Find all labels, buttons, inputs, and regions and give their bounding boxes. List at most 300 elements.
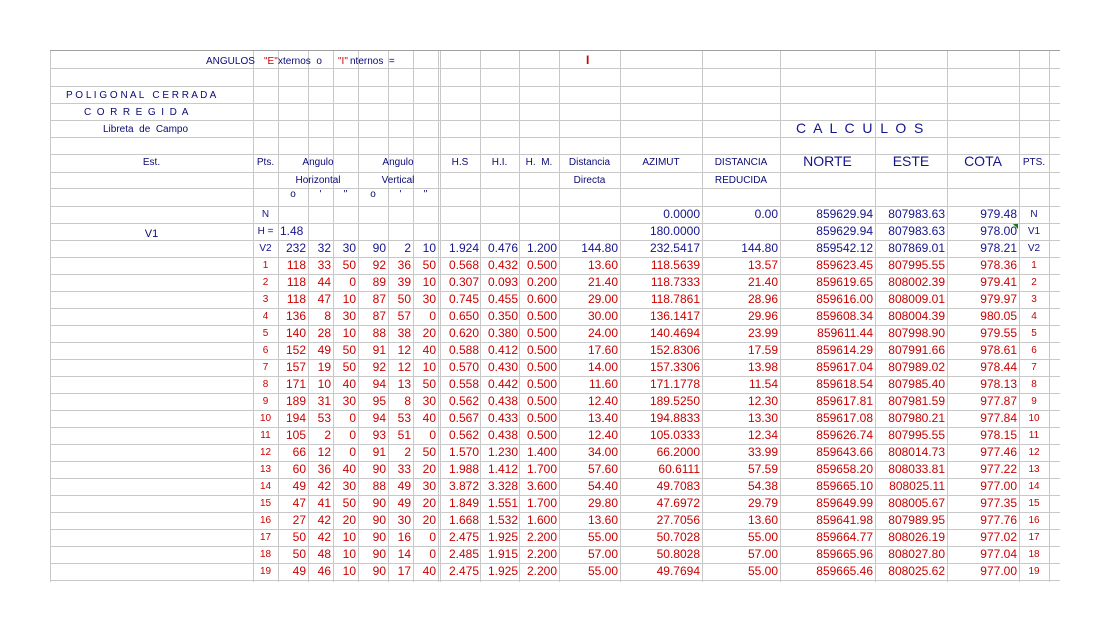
cell-hm[interactable]: 47 [317,292,331,306]
cell-hi[interactable]: 1.412 [487,462,518,476]
cell-dred[interactable]: 13.98 [747,360,778,374]
cell-dd[interactable]: 24.00 [587,326,618,340]
cell-cota[interactable]: 978.21 [980,241,1017,255]
cell-vd[interactable]: 95 [372,394,386,408]
cell-hd[interactable]: 49 [292,479,306,493]
cell-hm[interactable]: 0.500 [526,258,557,272]
cell-norte[interactable]: 859614.29 [816,343,873,357]
cell-hi[interactable]: 0.438 [487,394,518,408]
cell-norte[interactable]: 859617.81 [816,394,873,408]
cell-vd[interactable]: 88 [372,479,386,493]
cell-norte[interactable]: 859619.65 [816,275,873,289]
cell-vs[interactable]: 10 [422,360,436,374]
cell-dred[interactable]: 57.00 [747,547,778,561]
cell-norte[interactable]: 859618.54 [816,377,873,391]
cell-dd[interactable]: 34.00 [587,445,618,459]
cell-hd[interactable]: 50 [292,530,306,544]
cell-norte[interactable]: 859617.08 [816,411,873,425]
cell-vm[interactable]: 14 [397,547,411,561]
cell-hs[interactable]: 50 [342,343,356,357]
cell-hi[interactable]: 1.230 [487,445,518,459]
cell-dd[interactable]: 12.40 [587,394,618,408]
cell-hd[interactable]: 152 [285,343,306,357]
cell-cota[interactable]: 977.02 [980,530,1017,544]
cell-hs[interactable]: 10 [342,292,356,306]
cell-dred[interactable]: 12.30 [747,394,778,408]
cell-este[interactable]: 808004.39 [888,309,945,323]
cell-vs[interactable]: 20 [422,326,436,340]
cell-vs[interactable]: 50 [422,377,436,391]
cell-este[interactable]: 808005.67 [888,496,945,510]
cell-vd[interactable]: 93 [372,428,386,442]
cell-hm[interactable]: 41 [317,496,331,510]
cell-azimut[interactable]: 194.8833 [649,411,700,425]
cell-dd[interactable]: 55.00 [587,530,618,544]
cell-hs[interactable]: 40 [342,377,356,391]
cell-hs[interactable]: 3.872 [448,479,479,493]
cell-hd[interactable]: 118 [286,258,306,272]
cell-vd[interactable]: 90 [372,462,386,476]
cell-azimut[interactable]: 47.6972 [656,496,700,510]
cell-este[interactable]: 808002.39 [888,275,945,289]
cell-vs[interactable]: 30 [422,394,436,408]
cell-hs[interactable]: 0 [349,411,356,425]
cell-hm[interactable]: 1.700 [526,462,557,476]
cell-vs[interactable]: 20 [422,513,436,527]
cell-hm[interactable]: 2 [324,428,331,442]
cell-hi[interactable]: 1.915 [487,547,518,561]
cell-vd[interactable]: 92 [372,360,386,374]
cell-hs[interactable]: 0 [349,445,356,459]
cell-dd[interactable]: 14.00 [587,360,618,374]
cell-norte[interactable]: 859542.12 [816,241,873,255]
cell-hs[interactable]: 2.475 [448,564,479,578]
cell-hm[interactable]: 42 [317,513,331,527]
cell-dd[interactable]: 29.80 [587,496,618,510]
cell-este[interactable]: 807989.95 [888,513,945,527]
cell-vm[interactable]: 36 [397,258,411,272]
cell-hs[interactable]: 10 [342,564,356,578]
cell-cota[interactable]: 978.36 [980,258,1017,272]
cell-hm[interactable]: 19 [317,360,331,374]
cell-vs[interactable]: 30 [422,292,436,306]
cell-hm[interactable]: 8 [324,309,331,323]
cell-hd[interactable]: 50 [292,547,306,561]
cell-azimut[interactable]: 180.0000 [649,224,700,238]
cell-hi[interactable]: 1.925 [487,530,518,544]
cell-vm[interactable]: 12 [397,343,411,357]
cell-azimut[interactable]: 140.4694 [649,326,700,340]
cell-dd[interactable]: 30.00 [587,309,618,323]
cell-ptr[interactable]: 9 [1031,396,1037,407]
spreadsheet[interactable] [50,50,1060,582]
cell-cota[interactable]: 978.13 [980,377,1017,391]
cell-hs[interactable]: 0.620 [448,326,479,340]
cell-vm[interactable]: 50 [397,292,411,306]
cell-hs[interactable]: 30 [342,479,356,493]
cell-vm[interactable]: 39 [397,275,411,289]
cell-norte[interactable]: 859665.46 [816,564,873,578]
cell-ptr[interactable]: 5 [1031,328,1037,339]
cell-vm[interactable]: 2 [404,241,411,255]
cell-hi[interactable]: 0.430 [487,360,518,374]
cell-pt[interactable]: N [261,209,270,220]
cell-azimut[interactable]: 232.5417 [649,241,700,255]
cell-dd[interactable]: 57.00 [587,547,618,561]
cell-vm[interactable]: 49 [397,479,411,493]
cell-norte[interactable]: 859608.34 [816,309,873,323]
cell-hm[interactable]: 46 [317,564,331,578]
cell-hs[interactable]: 30 [342,241,356,255]
cell-hs[interactable]: 30 [342,309,356,323]
cell-azimut[interactable]: 157.3306 [649,360,700,374]
cell-este[interactable]: 807983.63 [888,224,945,238]
cell-cota[interactable]: 977.46 [980,445,1017,459]
cell-hd[interactable]: 194 [285,411,306,425]
cell-ptr[interactable]: N [1030,209,1038,220]
cell-dd[interactable]: 13.60 [587,513,618,527]
cell-dd[interactable]: 11.60 [588,377,618,391]
cell-dd[interactable]: 17.60 [587,343,618,357]
cell-este[interactable]: 807985.40 [888,377,945,391]
cell-norte[interactable]: 859626.74 [816,428,873,442]
cell-hs[interactable]: 2.475 [448,530,479,544]
cell-ptr[interactable]: 15 [1028,498,1040,509]
cell-hd[interactable]: 105 [285,428,306,442]
cell-vd[interactable]: 92 [372,258,386,272]
cell-pt[interactable]: H = [257,226,274,237]
cell-norte[interactable]: 859611.44 [817,326,873,340]
cell-hs[interactable]: 1.570 [448,445,479,459]
cell-hm[interactable]: 0.500 [526,377,557,391]
cell-hs[interactable]: 1.668 [448,513,479,527]
cell-ptr[interactable]: 11 [1028,430,1040,441]
cell-hm[interactable]: 1.200 [526,241,557,255]
cell-dred[interactable]: 144.80 [741,241,778,255]
cell-cota[interactable]: 977.04 [980,547,1017,561]
cell-vs[interactable]: 40 [422,411,436,425]
cell-vs[interactable]: 0 [429,428,436,442]
cell-hs[interactable]: 10 [342,547,356,561]
cell-vm[interactable]: 53 [397,411,411,425]
cell-cota[interactable]: 978.61 [980,343,1017,357]
cell-ptr[interactable]: 3 [1031,294,1037,305]
cell-hs[interactable]: 0.650 [448,309,479,323]
cell-hm[interactable]: 0.200 [526,275,557,289]
cell-azimut[interactable]: 105.0333 [649,428,700,442]
cell-vm[interactable]: 17 [397,564,411,578]
cell-dd[interactable]: 12.40 [587,428,618,442]
cell-azimut[interactable]: 50.8028 [656,547,700,561]
cell-dred[interactable]: 17.59 [747,343,778,357]
cell-hs[interactable]: 50 [342,496,356,510]
cell-este[interactable]: 807989.02 [888,360,945,374]
cell-ptr[interactable]: 12 [1028,447,1040,458]
cell-hm[interactable]: 1.700 [526,496,557,510]
cell-hm[interactable]: 0.500 [526,309,557,323]
cell-pt[interactable]: 2 [262,277,269,288]
cell-hs[interactable]: 0 [349,275,356,289]
cell-hs[interactable]: 10 [342,326,356,340]
cell-hi[interactable]: 0.350 [487,309,518,323]
cell-vm[interactable]: 33 [397,462,411,476]
cell-hm[interactable]: 0.500 [526,360,557,374]
cell-hm[interactable]: 31 [317,394,331,408]
cell-cota[interactable]: 980.05 [980,309,1017,323]
angle-type-cell[interactable]: I [586,53,590,67]
cell-vs[interactable]: 10 [422,275,436,289]
cell-norte[interactable]: 859623.45 [816,258,873,272]
cell-ptr[interactable]: 1 [1031,260,1037,271]
cell-azimut[interactable]: 152.8306 [649,343,700,357]
cell-hm[interactable]: 42 [317,479,331,493]
cell-hs[interactable]: 0.588 [448,343,479,357]
cell-vd[interactable]: 90 [372,513,386,527]
cell-este[interactable]: 807980.21 [888,411,945,425]
cell-norte[interactable]: 859641.98 [816,513,873,527]
cell-azimut[interactable]: 118.7861 [650,292,700,306]
cell-vs[interactable]: 40 [422,343,436,357]
cell-hm[interactable]: 10 [317,377,331,391]
cell-norte[interactable]: 859616.00 [816,292,873,306]
cell-pt[interactable]: 5 [262,328,269,339]
cell-azimut[interactable]: 136.1417 [649,309,700,323]
cell-pt[interactable]: 3 [262,294,269,305]
cell-este[interactable]: 808027.80 [888,547,945,561]
cell-dred[interactable]: 0.00 [754,207,778,221]
cell-vd[interactable]: 88 [372,326,386,340]
cell-hm[interactable]: 2.200 [526,547,557,561]
cell-vs[interactable]: 10 [422,241,436,255]
cell-vd[interactable]: 94 [372,411,386,425]
cell-cota[interactable]: 977.87 [980,394,1017,408]
cell-norte[interactable]: 859658.20 [816,462,873,476]
cell-hm[interactable]: 0.500 [526,394,557,408]
cell-vm[interactable]: 30 [397,513,411,527]
cell-ptr[interactable]: 8 [1031,379,1037,390]
cell-cota[interactable]: 977.22 [980,462,1017,476]
cell-hi[interactable]: 0.455 [487,292,518,306]
cell-hd[interactable]: 171 [285,377,306,391]
cell-hs[interactable]: 0.567 [448,411,479,425]
cell-cota[interactable]: 979.48 [980,207,1017,221]
cell-hm[interactable]: 42 [317,530,331,544]
cell-hs[interactable]: 0.568 [448,258,479,272]
cell-dred[interactable]: 29.96 [747,309,778,323]
cell-hm[interactable]: 32 [317,241,331,255]
cell-hi[interactable]: 1.925 [487,564,518,578]
cell-cota[interactable]: 978.44 [980,360,1017,374]
cell-pt[interactable]: 10 [259,413,272,424]
cell-hd[interactable]: 118 [286,275,306,289]
cell-hs[interactable]: 50 [342,258,356,272]
cell-ptr[interactable]: V2 [1027,243,1041,254]
cell-hi[interactable]: 1.551 [487,496,518,510]
cell-hm[interactable]: 1.600 [526,513,557,527]
cell-hd[interactable]: 157 [285,360,306,374]
cell-hm[interactable]: 44 [317,275,331,289]
cell-norte[interactable]: 859629.94 [816,224,873,238]
cell-vs[interactable]: 40 [422,564,436,578]
cell-vs[interactable]: 50 [422,445,436,459]
cell-hs[interactable]: 0.562 [448,428,479,442]
cell-dd[interactable]: 29.00 [587,292,618,306]
cell-norte[interactable]: 859643.66 [816,445,873,459]
cell-este[interactable]: 808033.81 [888,462,945,476]
cell-hs[interactable]: 0.745 [448,292,479,306]
cell-ptr[interactable]: 19 [1028,566,1040,577]
cell-ptr[interactable]: 17 [1028,532,1040,543]
cell-hi[interactable]: 0.412 [487,343,518,357]
cell-pt[interactable]: 12 [259,447,272,458]
cell-hi[interactable]: 3.328 [487,479,518,493]
cell-vs[interactable]: 30 [422,479,436,493]
cell-cota[interactable]: 977.00 [980,479,1017,493]
cell-norte[interactable]: 859629.94 [816,207,873,221]
cell-hm[interactable]: 0.600 [526,292,557,306]
cell-hi[interactable]: 1.532 [487,513,518,527]
cell-vm[interactable]: 13 [397,377,411,391]
cell-cota[interactable]: 979.41 [980,275,1017,289]
cell-ptr[interactable]: 16 [1028,515,1040,526]
cell-este[interactable]: 807981.59 [888,394,945,408]
cell-vd[interactable]: 94 [372,377,386,391]
cell-dred[interactable]: 57.59 [747,462,778,476]
cell-vs[interactable]: 20 [422,462,436,476]
cell-vd[interactable]: 91 [372,343,386,357]
cell-pt[interactable]: 7 [262,362,269,373]
cell-hs[interactable]: 1.924 [448,241,479,255]
cell-hs[interactable]: 2.485 [448,547,479,561]
cell-vm[interactable]: 12 [397,360,411,374]
cell-norte[interactable]: 859664.77 [816,530,873,544]
cell-dred[interactable]: 13.57 [747,258,778,272]
cell-este[interactable]: 808025.11 [889,479,945,493]
cell-norte[interactable]: 859617.04 [816,360,873,374]
cell-dd[interactable]: 21.40 [587,275,618,289]
cell-hs[interactable]: 0 [349,428,356,442]
cell-dd[interactable]: 13.60 [587,258,618,272]
cell-vm[interactable]: 38 [397,326,411,340]
cell-hm[interactable]: 0.500 [526,428,557,442]
cell-vm[interactable]: 49 [397,496,411,510]
cell-hd[interactable]: 66 [292,445,306,459]
cell-vs[interactable]: 0 [429,309,436,323]
cell-hs[interactable]: 0.307 [448,275,479,289]
cell-vs[interactable]: 50 [422,258,436,272]
cell-vd[interactable]: 90 [372,241,386,255]
cell-vm[interactable]: 8 [404,394,411,408]
cell-hm[interactable]: 36 [317,462,331,476]
cell-azimut[interactable]: 49.7083 [656,479,700,493]
cell-vd[interactable]: 87 [372,309,386,323]
cell-hs[interactable]: 1.849 [448,496,479,510]
cell-vm[interactable]: 57 [397,309,411,323]
cell-hd[interactable]: 60 [292,462,306,476]
instrument-height-value[interactable]: 1.48 [280,224,304,238]
cell-este[interactable]: 808025.62 [888,564,945,578]
cell-vm[interactable]: 2 [404,445,411,459]
cell-dred[interactable]: 33.99 [747,445,778,459]
cell-vd[interactable]: 90 [372,496,386,510]
cell-dd[interactable]: 54.40 [587,479,618,493]
cell-este[interactable]: 808009.01 [888,292,945,306]
cell-pt[interactable]: 6 [262,345,269,356]
cell-pt[interactable]: 19 [259,566,272,577]
cell-dred[interactable]: 55.00 [747,564,778,578]
cell-vd[interactable]: 91 [372,445,386,459]
cell-hd[interactable]: 118 [286,292,306,306]
cell-hm[interactable]: 2.200 [526,530,557,544]
cell-dred[interactable]: 21.40 [747,275,778,289]
cell-azimut[interactable]: 50.7028 [656,530,700,544]
cell-hd[interactable]: 189 [285,394,306,408]
cell-hd[interactable]: 49 [292,564,306,578]
cell-cota[interactable]: 977.00 [980,564,1017,578]
cell-este[interactable]: 808014.73 [888,445,945,459]
cell-dred[interactable]: 13.30 [747,411,778,425]
cell-cota[interactable]: 978.15 [980,428,1017,442]
cell-pt[interactable]: 11 [260,430,271,441]
cell-hm[interactable]: 48 [317,547,331,561]
cell-hm[interactable]: 0.500 [526,326,557,340]
cell-vd[interactable]: 90 [372,547,386,561]
cell-pt[interactable]: 1 [262,260,269,271]
cell-dred[interactable]: 55.00 [747,530,778,544]
cell-hd[interactable]: 27 [292,513,306,527]
cell-vd[interactable]: 87 [372,292,386,306]
cell-vs[interactable]: 0 [429,530,436,544]
cell-hm[interactable]: 2.200 [526,564,557,578]
cell-norte[interactable]: 859665.96 [816,547,873,561]
cell-azimut[interactable]: 66.2000 [656,445,700,459]
cell-pt[interactable]: 16 [259,515,272,526]
cell-vm[interactable]: 51 [397,428,411,442]
cell-azimut[interactable]: 27.7056 [656,513,700,527]
cell-hs[interactable]: 1.988 [448,462,479,476]
cell-hi[interactable]: 0.093 [487,275,518,289]
cell-hm[interactable]: 53 [317,411,331,425]
cell-hi[interactable]: 0.433 [487,411,518,425]
cell-hs[interactable]: 20 [342,513,356,527]
cell-cota[interactable]: 979.55 [980,326,1017,340]
cell-pt[interactable]: 14 [259,481,272,492]
cell-vs[interactable]: 0 [429,547,436,561]
cell-hs[interactable]: 0.570 [448,360,479,374]
cell-este[interactable]: 807983.63 [888,207,945,221]
cell-hd[interactable]: 232 [285,241,306,255]
cell-hd[interactable]: 136 [285,309,306,323]
cell-cota[interactable]: 977.76 [980,513,1017,527]
cell-pt[interactable]: V2 [259,243,272,254]
cell-norte[interactable]: 859649.99 [816,496,873,510]
cell-hs[interactable]: 0.558 [448,377,479,391]
cell-hs[interactable]: 50 [342,360,356,374]
cell-dd[interactable]: 57.60 [587,462,618,476]
cell-azimut[interactable]: 49.7694 [656,564,700,578]
cell-hm[interactable]: 1.400 [526,445,557,459]
cell-hd[interactable]: 140 [285,326,306,340]
cell-hm[interactable]: 33 [317,258,331,272]
cell-dd[interactable]: 144.80 [581,241,618,255]
cell-este[interactable]: 807995.55 [888,258,945,272]
cell-dred[interactable]: 29.79 [747,496,778,510]
cell-hi[interactable]: 0.442 [487,377,518,391]
cell-cota[interactable]: 977.35 [980,496,1017,510]
cell-dred[interactable]: 54.38 [747,479,778,493]
cell-hs[interactable]: 0.562 [448,394,479,408]
cell-hm[interactable]: 12 [317,445,331,459]
